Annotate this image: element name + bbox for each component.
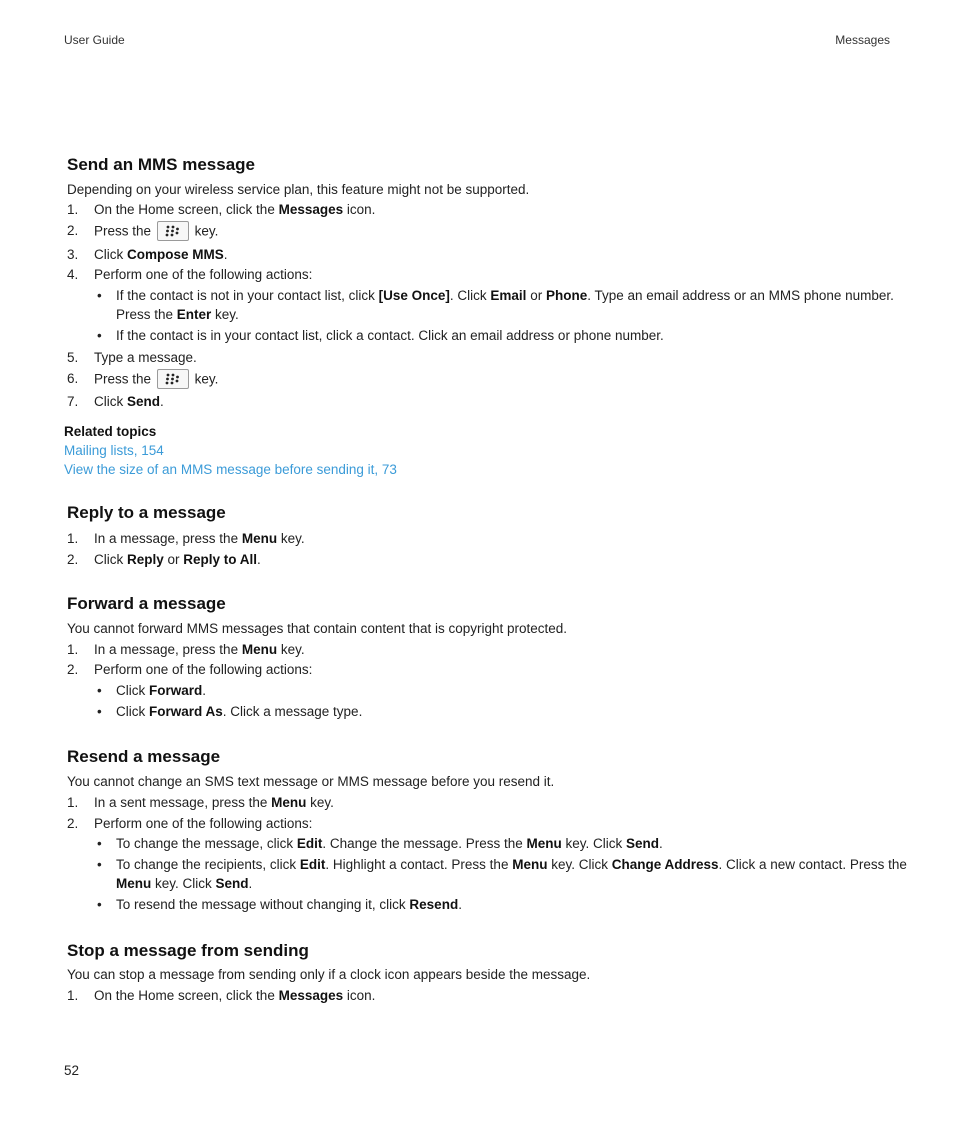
reply-step-2: 2. Click Reply or Reply to All.	[67, 552, 261, 567]
header-guide-title: User Guide	[64, 33, 125, 47]
section-title-forward: Forward a message	[67, 594, 226, 613]
forward-step-2: 2. Perform one of the following actions:	[67, 662, 313, 677]
resend-step-2-bullet-c: • To resend the message without changing it, click Resend.	[97, 897, 462, 912]
resend-step-1: 1. In a sent message, press the Menu key.	[67, 795, 334, 810]
send-mms-step-4-bullet-a: • If the contact is not in your contact list, click [Use Once]. Click Email or Phone. Type an email address or an MMS phone number.	[97, 288, 894, 303]
send-mms-step-5: 5. Type a message.	[67, 350, 197, 365]
resend-step-2-bullet-a: • To change the message, click Edit. Change the message. Press the Menu key. Click Send.	[97, 836, 663, 851]
forward-step-1: 1. In a message, press the Menu key.	[67, 642, 305, 657]
forward-intro: You cannot forward MMS messages that contain content that is copyright protected.	[67, 621, 568, 636]
forward-step-2-bullet-a: • Click Forward.	[97, 683, 207, 698]
section-title-reply: Reply to a message	[67, 503, 226, 522]
stop-intro: You can stop a message from sending only if a clock icon appears beside the message.	[67, 967, 591, 982]
related-topics-title: Related topics	[64, 424, 157, 439]
page-header	[64, 33, 890, 49]
related-link-view-mms-size[interactable]: View the size of an MMS message before sending it, 73	[64, 462, 397, 477]
resend-intro: You cannot change an SMS text message or MMS message before you resend it.	[67, 774, 555, 789]
blackberry-menu-key-icon	[157, 369, 189, 389]
send-mms-step-4: 4. Perform one of the following actions:	[67, 267, 313, 282]
header-section-title: Messages	[835, 33, 890, 47]
resend-step-2: 2. Perform one of the following actions:	[67, 816, 313, 831]
forward-step-2-bullet-b: • Click Forward As. Click a message type.	[97, 704, 363, 719]
send-mms-step-2: 2. Press the key.	[67, 222, 78, 240]
send-mms-step-7: 7. Click Send.	[67, 394, 164, 409]
send-mms-step-4-bullet-b: • If the contact is in your contact list, click a contact. Click an email address or phone number.	[97, 328, 664, 343]
resend-step-2-bullet-b: • To change the recipients, click Edit. Highlight a contact. Press the Menu key. Click Change Address. Click a new contact. Press the	[97, 857, 907, 872]
send-mms-step-4-bullet-a-cont: Press the Enter key.	[116, 307, 239, 322]
send-mms-intro: Depending on your wireless service plan, this feature might not be supported.	[67, 182, 530, 197]
section-title-send-mms: Send an MMS message	[67, 155, 256, 174]
related-link-mailing-lists[interactable]: Mailing lists, 154	[64, 443, 164, 458]
blackberry-menu-key-icon	[157, 221, 189, 241]
stop-step-1: 1. On the Home screen, click the Messages icon.	[67, 988, 376, 1003]
send-mms-step-6: 6. Press the key.	[67, 370, 78, 388]
resend-step-2-bullet-b-cont: Menu key. Click Send.	[116, 876, 253, 891]
page-number: 52	[64, 1063, 80, 1078]
reply-step-1: 1. In a message, press the Menu key.	[67, 531, 305, 546]
section-title-stop: Stop a message from sending	[67, 941, 309, 960]
send-mms-step-1: 1. On the Home screen, click the Messages icon.	[67, 202, 376, 217]
section-title-resend: Resend a message	[67, 747, 221, 766]
send-mms-step-3: 3. Click Compose MMS.	[67, 247, 228, 262]
